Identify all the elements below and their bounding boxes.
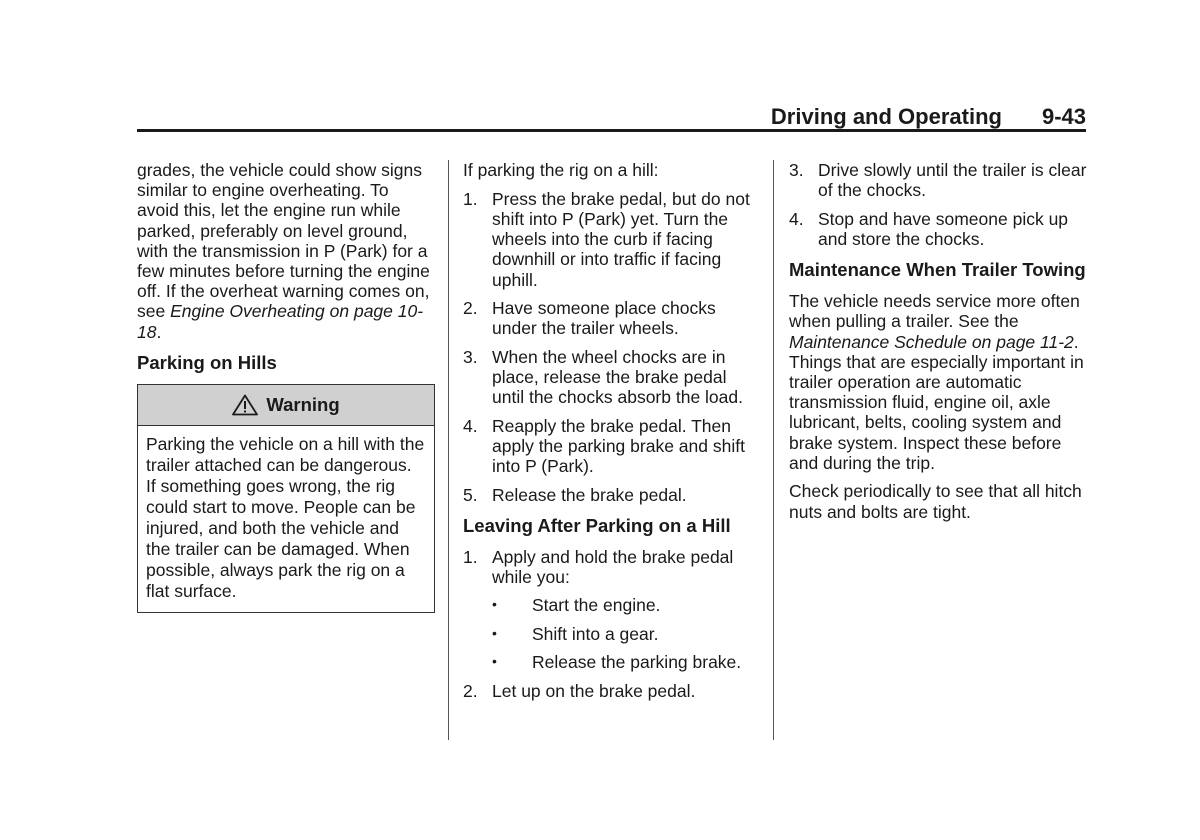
column-1 — [137, 160, 435, 613]
cross-reference: Engine Overheating on page 10-18 — [137, 301, 424, 342]
cross-reference: Maintenance Schedule on page 11-2 — [789, 331, 1074, 352]
check-paragraph: Check periodically to see that all hitch nuts and bolts are tight. — [789, 481, 1082, 522]
section-heading: Leaving After Parking on a Hill — [463, 514, 731, 536]
parking-steps — [463, 189, 763, 505]
leaving-steps — [463, 547, 763, 587]
list-item: 3. When the wheel chocks are in place, release the brake pedal until the chocks absorb the load. — [463, 346, 743, 408]
column-3 — [789, 160, 1089, 530]
page-number: 9-43 — [1041, 104, 1086, 129]
warning-triangle-icon — [232, 394, 258, 416]
continued-steps — [789, 160, 1089, 249]
intro-paragraph: grades, the vehicle could show signs similar to engine overheating. To avoid this, let the engine run while parked, preferably on level ground, with the transmission in P (Park) for a few minutes before turning the engine off. If the overheat warning comes on, see Engine Overheating on page 10-18. — [137, 160, 430, 342]
column-divider — [773, 160, 774, 740]
list-item: 2. Have someone place chocks under the trailer wheels. — [463, 298, 716, 339]
warning-header — [138, 385, 434, 426]
bullet-icon: • — [492, 653, 497, 670]
bullet-icon: • — [492, 624, 497, 641]
page-header — [137, 98, 1086, 132]
maintenance-paragraph: The vehicle needs service more often when pulling a trailer. See the Maintenance Schedule on page 11-2. Things that are especially important in trailer operation are automatic transmission fluid, engine oil, axle lubricant, belts, cooling system and brake system. Inspect these before and during the trip. — [789, 291, 1084, 473]
column-2 — [463, 160, 763, 709]
bullet-icon: • — [492, 596, 497, 613]
warning-box — [137, 384, 435, 613]
list-item: 1. Press the brake pedal, but do not shift into P (Park) yet. Turn the wheels into the curb if facing downhill or into traffic if facing uphill. — [463, 188, 750, 290]
bullet-list — [463, 595, 763, 672]
list-item: 4. Stop and have someone pick up and store the chocks. — [789, 208, 1069, 249]
list-item: • Release the parking brake. — [492, 652, 742, 673]
section-title: Driving and Operating — [770, 104, 1002, 129]
list-item: 3. Drive slowly until the trailer is clear of the chocks. — [789, 160, 1087, 201]
list-item: 4. Reapply the brake pedal. Then apply the parking brake and shift into P (Park). — [463, 415, 745, 477]
list-item: • Start the engine. — [492, 595, 661, 616]
list-item: 1. Apply and hold the brake pedal while you: — [463, 546, 734, 587]
section-heading: Maintenance When Trailer Towing — [789, 259, 1086, 281]
intro-line: If parking the rig on a hill: — [463, 160, 659, 180]
section-heading: Parking on Hills — [137, 351, 277, 373]
warning-body: Parking the vehicle on a hill with the trailer attached can be dangerous. If something goes wrong, the rig could start to move. People can be injured, and both the vehicle and the trailer can be damaged. When possible, always park the rig on a flat surface. — [146, 433, 425, 601]
leaving-steps-cont — [463, 681, 763, 701]
list-item: 2. Let up on the brake pedal. — [463, 680, 696, 701]
list-item: • Shift into a gear. — [492, 623, 659, 644]
header-rule — [137, 129, 1086, 132]
column-divider — [448, 160, 449, 740]
warning-title: Warning — [266, 393, 340, 415]
list-item: 5. Release the brake pedal. — [463, 484, 687, 505]
